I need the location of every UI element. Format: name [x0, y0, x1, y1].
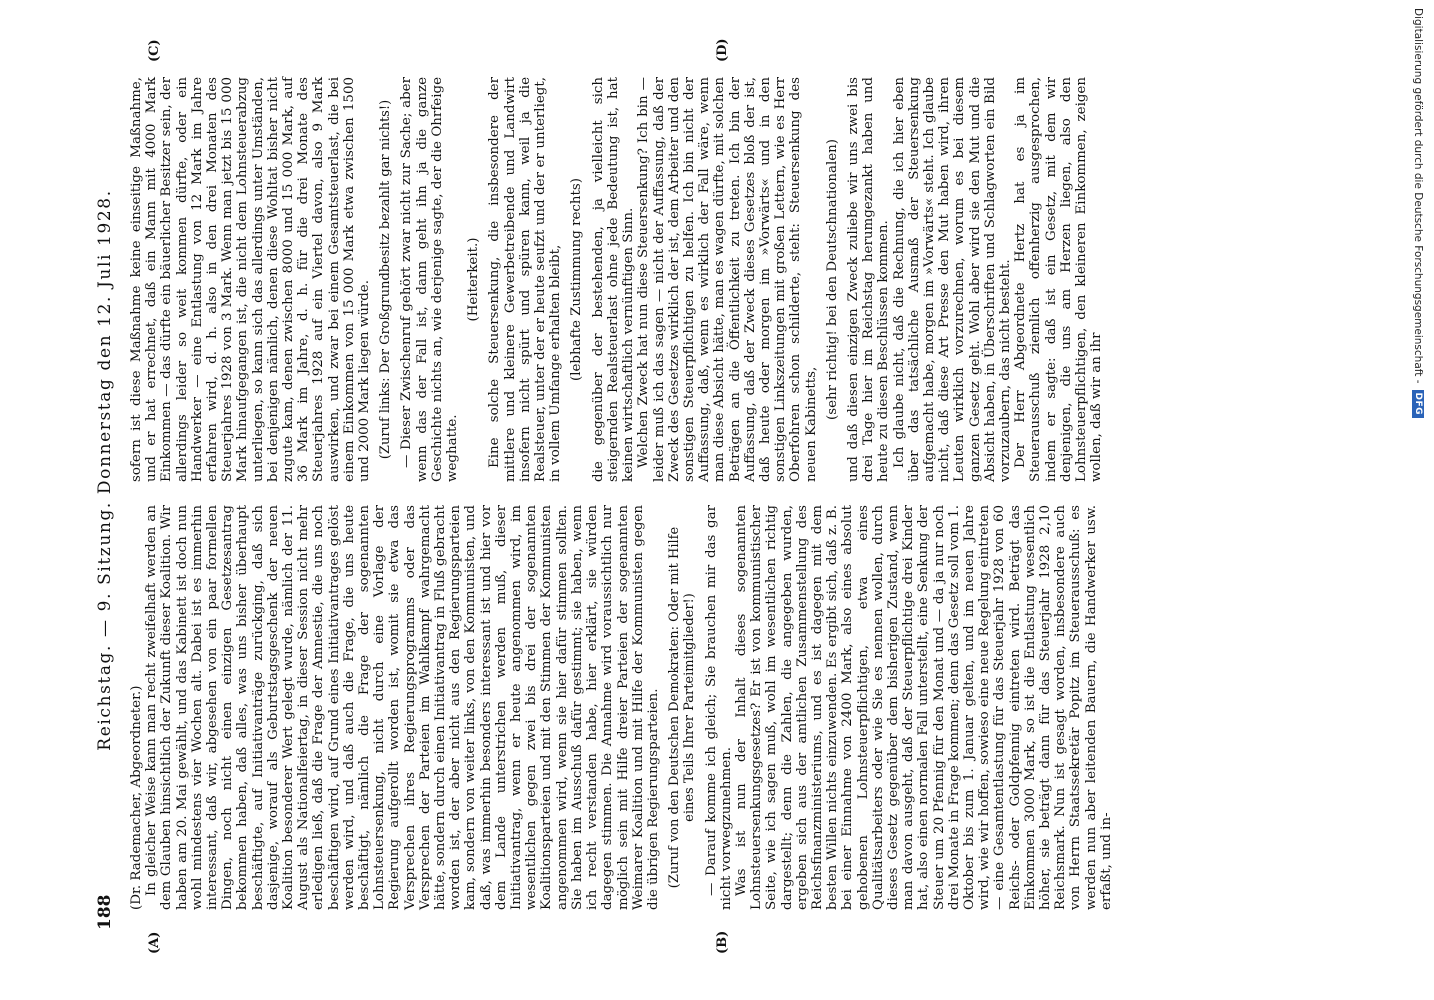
- interjection: (lebhafte Zustimmung rechts): [569, 178, 585, 381]
- margin-letter-d: (D): [715, 38, 730, 62]
- paragraph: — Darauf komme ich gleich; Sie brauchen mir das gar nicht vorwegzunehmen.: [703, 505, 734, 910]
- margin-letter-c: (C): [147, 39, 162, 62]
- paragraph: Eine solche Steuersenkung, die insbesondere der mittlere und kleinere Gewerbetreibende und Landwirt insofern nicht spürt und spüren kann, weil ja die Realsteuer, unter der er heute seufzt und der er unterliegt, in vollem Umfange erhalten bleibt,: [487, 77, 564, 482]
- paragraph: und daß diesen einzigen Zweck zuliebe wir uns zwei bis drei Tage hier im Reichstag herumgezankt haben und heute zu diesen Beschlüssen kommen.: [845, 77, 892, 482]
- right-text-column: [129, 77, 1104, 482]
- margin-letter-a: (A): [147, 931, 162, 954]
- paragraph: Der Herr Abgeordnete Hertz hat es ja im Steuerausschuß ziemlich offenherzig ausgesprochen, indem er sagte: daß ist ein Gesetz, mit dem wir denjenigen, die uns am Herzen liegen, also den Lohnsteuerpflichtigen, den kleineren Einkommen, zeigen wollen, daß wir an ihr: [1013, 77, 1105, 482]
- interjection: (sehr richtig! bei den Deutschnationalen): [824, 138, 840, 421]
- interjection: (Zuruf links: Der Großgrundbesitz bezahlt gar nichts!): [378, 99, 394, 460]
- interjection: (Heiterkeit.): [466, 237, 482, 322]
- paragraph: Welchen Zweck hat nun diese Steuersenkung? Ich bin — leider muß ich das sagen — nicht der Auffassung, daß der Zweck des Gesetzes wirklich der ist, dem Arbeiter und den sonstigen Steuerpflichtigen zu helfen. Ich bin nicht der Auffassung, daß, wenn es wirklich der Fall wäre, wenn man diese Absicht hätte, man es wagen dürfte, mit solchen Beträgen an die Öffentlichkeit zu treten. Ich bin der Auffassung, daß der Zweck dieses Gesetzes bloß der ist, daß heute oder morgen im »Vorwärts« und in den sonstigen Linkszeitungen mit großen Lettern, wie es Herr Oberfohren schon schilderte, steht: Steuersenkung des neuen Kabinetts,: [636, 77, 819, 482]
- rotated-document-page: [95, 38, 1295, 954]
- page-header: [95, 70, 127, 930]
- paragraph: Was ist nun der Inhalt dieses sogenannten Lohnsteuersenkungsgesetzes? Er ist von kommunistischer Seite, wie ich sagen muß, wohl im wesentlichen richtig dargestellt; denn die Zahlen, die angegeben wurden, ergeben sich aus der amtlichen Zusammenstellung des Reichsfinanzministeriums, und es ist dagegen mit dem besten Willen nichts einzuwenden. Es ergibt sich, daß z. B. bei einer Einnahme von 2400 Mark, also eines absolut gehobenen Lohnsteuerpflichtigen, etwa eines Qualitätsarbeiters oder wie Sie es nennen wollen, durch dieses Gesetz gegenüber dem bisherigen Zustand, wenn man davon ausgeht, daß der Steuerpflichtige drei Kinder hat, also einen normalen Fall unterstellt, eine Senkung der Steuer um 20 Pfennig für den Monat und — da ja nur noch drei Monate in Frage kommen; denn das Gesetz soll vom 1. Oktober bis zum 1. Januar gelten, und im neuen Jahre wird, wie wir hoffen, sowieso eine neue Regelung eintreten — eine Gesamtentlastung für das Steuerjahr 1928 von 60 Reichs- oder Goldpfennig eintreten wird. Beträgt das Einkommen 3000 Mark, so ist die Entlastung wesentlich höher, sie beträgt dann für das Steuerjahr 1928 2,10 Reichsmark. Nun ist gesagt worden, insbesondere auch von Herrn Staatssekretär Popitz im Steuerausschuß: es werden nun aber leitenden Bauern, die Handwerker usw. erfaßt, und in-: [733, 505, 1114, 910]
- digitization-credit: [1412, 8, 1432, 998]
- paragraph: sofern ist diese Maßnahme keine einseitige Maßnahme, und er hat errechnet, daß ein Mann mit 4000 Mark Einkommen — das dürfte ein bäuerlicher Besitzer sein, der allerdings leider so weit kommen dürfte, oder ein Handwerker — eine Entlastung von 12 Mark im Jahre erfahren wird, d. h. also in den drei Monaten des Steuerjahres 1928 von 3 Mark. Wenn man jetzt bis 15 000 Mark hinaufgegangen ist, die nicht dem Lohnsteuerabzug unterliegen, so kann sich das allerdings unter Umständen, bei denjenigen nämlich, denen diese Wohltat bisher nicht zugute kam, denen zwischen 8000 und 15 000 Mark, auf 36 Mark im Jahre, d. h. für die drei Monate des Steuerjahres 1928 auf ein Viertel davon, also 9 Mark auswirken, und zwar bei einem Gesamtsteuerlast, die bei einem Einkommen von 15 000 Mark etwa zwischen 1500 und 2000 Mark liegen würde.: [129, 77, 373, 482]
- paragraph: In gleicher Weise kann man recht zweifelhaft werden an dem Glauben hinsichtlich der Zukunft dieser Koalition. Wir haben am 20. Mai gewählt, und das Kabinett ist doch nun wohl mindestens vier Wochen alt. Dabei ist es immerhin interessant, daß wir, abgesehen von ein paar formellen Dingen, noch nicht einen einzigen Gesetzesantrag bekommen haben, daß alles, was uns bisher überhaupt beschäftigte, auf Initiativanträge zurückging, daß sich dasjenige, worauf als Geburtstagsgeschenk der neuen Koalition besonderer Wert gelegt wurde, nämlich der 11. August als Nationalfeiertag, in dieser Session nicht mehr erledigen ließ, daß die Frage der Amnestie, die uns noch beschäftigen wird, auf Grund eines Initiativantrages gelöst werden wird, und daß auch die Frage, die uns heute beschäftigt, nämlich die Frage der sogenannten Lohnsteuersenkung, nicht durch eine Vorlage der Regierung aufgerollt worden ist, womit sie etwa das Versprechen ihres Regierungsprogramms oder das Versprechen der Parteien im Wahlkampf wahrgemacht hätte, sondern durch einen Initiativantrag in Fluß gebracht worden ist, der aber nicht aus den Regierungsparteien kam, sondern von weiter links, von den Kommunisten, und daß, was immerhin besonders interessant ist und hier vor dem Lande unterstrichen werden muß, dieser Initiativantrag, wenn er heute angenommen wird, im wesentlichen gegen zwei bis drei der sogenannten Koalitionsparteien und mit den Stimmen der Kommunisten angenommen wird, wenn sie hier dafür stimmen sollten. Sie haben im Ausschuß dafür gestimmt; sie haben, wenn ich recht verstanden habe, hier erklärt, sie würden dagegen stimmen. Die Annahme wird voraussichtlich nur möglich sein mit Hilfe dreier Parteien der sogenannten Weimarer Koalition und mit Hilfe der Kommunisten gegen die übrigen Regierungsparteien.: [144, 505, 661, 910]
- paragraph: — Dieser Zwischenruf gehört zwar nicht zur Sache; aber wenn das der Fall ist, dann geht ihn ja die ganze Geschichte nichts an, wie derjenige sagte, der die Ohrfeige weghatte.: [399, 77, 461, 482]
- dfg-logo-icon: DFG: [1412, 390, 1424, 419]
- interjection: (Zuruf von den Deutschen Demokraten: Oder mit Hilfe eines Teils Ihrer Parteimitglieder!): [667, 526, 698, 889]
- margin-letter-b: (B): [715, 930, 730, 954]
- paragraph: Ich glaube nicht, daß die Rechnung, die ich hier eben über das tatsächliche Ausmaß der Steuersenkung aufgemacht habe, morgen im »Vorwärts« steht. Ich glaube nicht, daß diese Art Presse den Mut haben wird, ihren Leuten wirklich vorzurechnen, worum es bei diesem ganzen Gesetz geht. Wohl aber wird sie den Mut und die Absicht haben, in Überschriften und Schlagworten ein Bild vorzuzaubern, das nicht besteht.: [891, 77, 1013, 482]
- left-text-column: [129, 505, 1114, 910]
- running-head: Reichstag. — 9. Sitzung. Donnerstag den 12. Juli 1928.: [95, 189, 115, 751]
- credit-text: Digitalisierung gefördert durch die Deutsche Forschungsgemeinschaft -: [1412, 8, 1424, 384]
- page-number: 188: [95, 894, 115, 930]
- speaker-line: (Dr. Rademacher, Abgeordneter.): [129, 685, 144, 910]
- paragraph: die gegenüber der bestehenden, ja vielleicht sich steigernden Realsteuerlast ohne jede Bedeutung ist, hat keinen wirtschaftlich vernünftigen Sinn.: [590, 77, 637, 482]
